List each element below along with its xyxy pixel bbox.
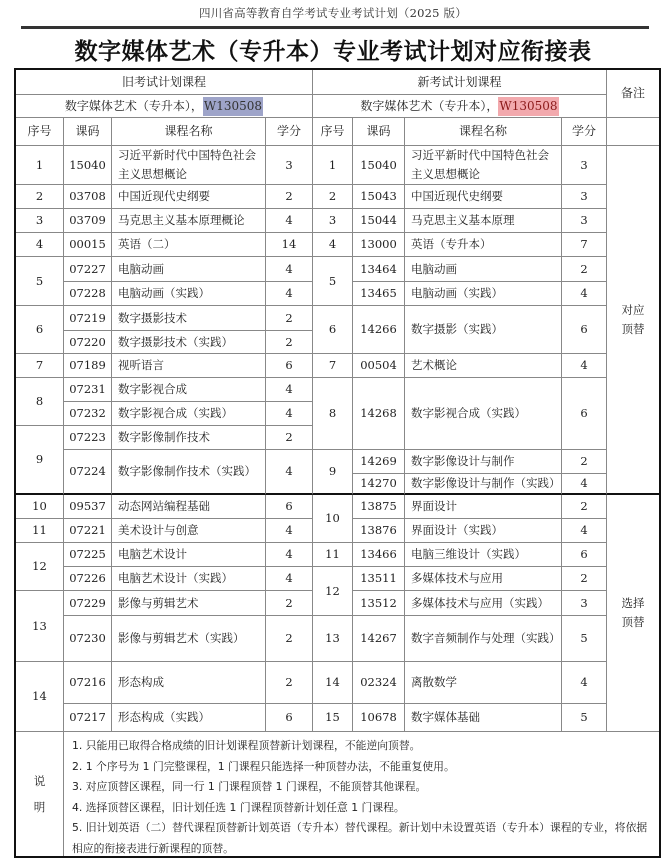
old-code: 07189 <box>64 354 112 378</box>
new-credit: 3 <box>562 146 607 185</box>
new-code: 14269 <box>353 450 405 474</box>
old-code: 07225 <box>64 543 112 567</box>
new-code: 14268 <box>353 378 405 450</box>
old-code: 07228 <box>64 282 112 306</box>
new-name: 电脑动画 <box>405 257 562 282</box>
old-name: 英语（二） <box>112 233 266 257</box>
new-credit: 6 <box>562 543 607 567</box>
old-name: 动态网站编程基础 <box>112 495 266 519</box>
new-name: 电脑三维设计（实践） <box>405 543 562 567</box>
old-code: 07232 <box>64 402 112 426</box>
note-item: 4. 选择顶替区课程，旧计划任选 1 门课程顶替新计划任意 1 门课程。 <box>72 800 405 814</box>
old-code: 07219 <box>64 306 112 331</box>
remark-selective-line2: 顶替 <box>621 615 645 629</box>
old-seq: 2 <box>16 185 64 209</box>
old-name: 电脑艺术设计（实践） <box>112 567 266 591</box>
old-code: 07226 <box>64 567 112 591</box>
old-name: 数字影像制作技术 <box>112 426 266 450</box>
remarks-heading: 备注 <box>607 70 659 118</box>
old-plan-major <box>16 95 313 118</box>
new-credit: 4 <box>562 474 607 495</box>
new-credit: 5 <box>562 616 607 662</box>
new-name: 中国近现代史纲要 <box>405 185 562 209</box>
old-code: 07221 <box>64 519 112 543</box>
old-code: 03709 <box>64 209 112 233</box>
old-seq: 1 <box>16 146 64 185</box>
new-credit: 6 <box>562 306 607 354</box>
col-old-seq: 序号 <box>16 118 64 146</box>
old-credit: 4 <box>266 282 313 306</box>
new-credit: 2 <box>562 450 607 474</box>
new-name: 多媒体技术与应用（实践） <box>405 591 562 616</box>
old-credit: 2 <box>266 616 313 662</box>
old-credit: 6 <box>266 495 313 519</box>
new-code: 13875 <box>353 495 405 519</box>
old-credit: 4 <box>266 543 313 567</box>
new-code: 13464 <box>353 257 405 282</box>
col-new-name: 课程名称 <box>405 118 562 146</box>
old-code: 09537 <box>64 495 112 519</box>
new-name: 习近平新时代中国特色社会主义思想概论 <box>405 146 562 185</box>
page-title: 数字媒体艺术（专升本）专业考试计划对应衔接表 <box>74 39 592 65</box>
new-code: 02324 <box>353 662 405 704</box>
remark-corresponding <box>607 146 659 495</box>
old-name: 习近平新时代中国特色社会主义思想概论 <box>112 146 266 185</box>
new-seq: 13 <box>313 616 353 662</box>
old-name: 视听语言 <box>112 354 266 378</box>
old-seq: 14 <box>16 662 64 732</box>
old-credit: 6 <box>266 704 313 732</box>
new-seq: 1 <box>313 146 353 185</box>
old-credit: 4 <box>266 402 313 426</box>
new-name: 数字摄影（实践） <box>405 306 562 354</box>
new-name: 马克思主义基本原理 <box>405 209 562 233</box>
old-name: 电脑动画 <box>112 257 266 282</box>
old-credit: 3 <box>266 146 313 185</box>
new-name: 英语（专升本） <box>405 233 562 257</box>
new-credit: 2 <box>562 567 607 591</box>
old-name: 数字摄影技术（实践） <box>112 331 266 354</box>
new-credit: 4 <box>562 282 607 306</box>
new-code: 15044 <box>353 209 405 233</box>
new-code: 13512 <box>353 591 405 616</box>
new-code: 13465 <box>353 282 405 306</box>
old-name: 数字影视合成（实践） <box>112 402 266 426</box>
old-credit: 2 <box>266 185 313 209</box>
new-code: 13000 <box>353 233 405 257</box>
old-seq: 11 <box>16 519 64 543</box>
new-credit: 2 <box>562 495 607 519</box>
old-code: 07231 <box>64 378 112 402</box>
remark-corresponding-line2: 顶替 <box>621 321 645 336</box>
old-seq: 13 <box>16 591 64 662</box>
old-seq: 7 <box>16 354 64 378</box>
old-name: 影像与剪辑艺术 <box>112 591 266 616</box>
new-code: 10678 <box>353 704 405 732</box>
new-credit: 5 <box>562 704 607 732</box>
new-name: 数字影视合成（实践） <box>405 378 562 450</box>
old-credit: 4 <box>266 257 313 282</box>
old-name: 马克思主义基本原理概论 <box>112 209 266 233</box>
old-credit: 4 <box>266 567 313 591</box>
new-seq: 11 <box>313 543 353 567</box>
old-code: 00015 <box>64 233 112 257</box>
remark-corresponding-line1: 对应 <box>621 302 645 317</box>
new-seq: 3 <box>313 209 353 233</box>
col-old-name: 课程名称 <box>112 118 266 146</box>
old-credit: 2 <box>266 662 313 704</box>
new-code: 13466 <box>353 543 405 567</box>
old-name: 电脑动画（实践） <box>112 282 266 306</box>
new-plan-major-code: W130508 <box>498 97 558 116</box>
old-credit: 4 <box>266 519 313 543</box>
old-seq: 5 <box>16 257 64 306</box>
old-plan-major-name: 数字媒体艺术（专升本）， <box>64 98 203 113</box>
old-seq: 6 <box>16 306 64 354</box>
new-seq: 14 <box>313 662 353 704</box>
new-name: 界面设计（实践） <box>405 519 562 543</box>
new-name: 电脑动画（实践） <box>405 282 562 306</box>
old-name: 数字影像制作技术（实践） <box>112 450 266 495</box>
old-credit: 4 <box>266 450 313 495</box>
old-code: 07223 <box>64 426 112 450</box>
old-code: 03708 <box>64 185 112 209</box>
old-code: 15040 <box>64 146 112 185</box>
note-item: 1. 只能用已取得合格成绩的旧计划课程顶替新计划课程，不能逆向顶替。 <box>72 739 421 752</box>
old-name: 形态构成（实践） <box>112 704 266 732</box>
new-seq: 10 <box>313 495 353 543</box>
old-credit: 4 <box>266 378 313 402</box>
new-credit: 4 <box>562 519 607 543</box>
col-new-seq: 序号 <box>313 118 353 146</box>
notes-label-line2: 明 <box>33 800 46 814</box>
old-seq: 12 <box>16 543 64 591</box>
new-name: 数字影像设计与制作 <box>405 450 562 474</box>
old-credit: 2 <box>266 306 313 331</box>
new-code: 13511 <box>353 567 405 591</box>
new-seq: 4 <box>313 233 353 257</box>
notes-list <box>64 732 659 856</box>
new-name: 多媒体技术与应用 <box>405 567 562 591</box>
new-code: 15043 <box>353 185 405 209</box>
new-seq: 7 <box>313 354 353 378</box>
new-seq: 5 <box>313 257 353 306</box>
old-name: 中国近现代史纲要 <box>112 185 266 209</box>
old-code: 07224 <box>64 450 112 495</box>
new-credit: 6 <box>562 378 607 450</box>
new-name: 艺术概论 <box>405 354 562 378</box>
old-credit: 14 <box>266 233 313 257</box>
new-name: 数字影像设计与制作（实践） <box>405 474 562 495</box>
new-code: 14270 <box>353 474 405 495</box>
new-credit: 7 <box>562 233 607 257</box>
new-code: 14266 <box>353 306 405 354</box>
notes-label-line1: 说 <box>33 774 46 788</box>
old-code: 07217 <box>64 704 112 732</box>
old-code: 07230 <box>64 616 112 662</box>
old-name: 电脑艺术设计 <box>112 543 266 567</box>
new-seq: 6 <box>313 306 353 354</box>
old-code: 07216 <box>64 662 112 704</box>
new-credit: 3 <box>562 591 607 616</box>
note-item: 2. 1 个序号为 1 门完整课程，1 门课程只能选择一种顶替办法，不能重复使用。 <box>72 759 455 773</box>
new-credit: 4 <box>562 354 607 378</box>
old-seq: 4 <box>16 233 64 257</box>
old-name: 形态构成 <box>112 662 266 704</box>
col-old-code: 课码 <box>64 118 112 146</box>
old-name: 数字摄影技术 <box>112 306 266 331</box>
new-name: 离散数学 <box>405 662 562 704</box>
old-seq: 9 <box>16 426 64 495</box>
new-seq: 12 <box>313 567 353 616</box>
new-seq: 15 <box>313 704 353 732</box>
col-old-credit: 学分 <box>266 118 313 146</box>
new-code: 13876 <box>353 519 405 543</box>
new-seq: 8 <box>313 378 353 450</box>
new-plan-major <box>313 95 607 118</box>
old-code: 07229 <box>64 591 112 616</box>
new-credit: 3 <box>562 185 607 209</box>
new-name: 数字音频制作与处理（实践） <box>405 616 562 662</box>
new-seq: 9 <box>313 450 353 495</box>
new-credit: 4 <box>562 662 607 704</box>
new-code: 00504 <box>353 354 405 378</box>
old-credit: 6 <box>266 354 313 378</box>
new-plan-major-name: 数字媒体艺术（专升本）， <box>360 98 499 113</box>
new-code: 14267 <box>353 616 405 662</box>
old-name: 影像与剪辑艺术（实践） <box>112 616 266 662</box>
new-name: 数字媒体基础 <box>405 704 562 732</box>
old-plan-major-code: W130508 <box>203 97 263 116</box>
new-code: 15040 <box>353 146 405 185</box>
old-code: 07227 <box>64 257 112 282</box>
old-name: 数字影视合成 <box>112 378 266 402</box>
col-remark-blank <box>607 118 659 146</box>
old-seq: 3 <box>16 209 64 233</box>
old-name: 美术设计与创意 <box>112 519 266 543</box>
old-credit: 2 <box>266 331 313 354</box>
note-item: 5. 旧计划英语（二）替代课程顶替新计划英语（专升本）替代课程。新计划中未设置英语（专升本）课程的专业，将依据相应的衔接表进行新课程的顶替。 <box>72 821 648 855</box>
new-credit: 2 <box>562 257 607 282</box>
remark-selective-line1: 选择 <box>621 596 645 610</box>
notes-label <box>16 732 64 856</box>
note-item: 3. 对应顶替区课程，同一行 1 门课程顶替 1 门课程，不能顶替其他课程。 <box>72 780 427 793</box>
old-credit: 2 <box>266 591 313 616</box>
remark-selective <box>607 495 659 732</box>
old-seq: 8 <box>16 378 64 426</box>
col-new-credit: 学分 <box>562 118 607 146</box>
col-new-code: 课码 <box>353 118 405 146</box>
old-code: 07220 <box>64 331 112 354</box>
new-credit: 3 <box>562 209 607 233</box>
page-header: 四川省高等教育自学考试专业考试计划（2025 版） <box>199 6 467 20</box>
old-credit: 2 <box>266 426 313 450</box>
header-rule <box>21 26 649 29</box>
old-seq: 10 <box>16 495 64 519</box>
old-credit: 4 <box>266 209 313 233</box>
new-plan-heading: 新考试计划课程 <box>313 70 607 95</box>
old-plan-heading: 旧考试计划课程 <box>16 70 313 95</box>
mapping-table <box>14 68 661 858</box>
new-name: 界面设计 <box>405 495 562 519</box>
new-seq: 2 <box>313 185 353 209</box>
